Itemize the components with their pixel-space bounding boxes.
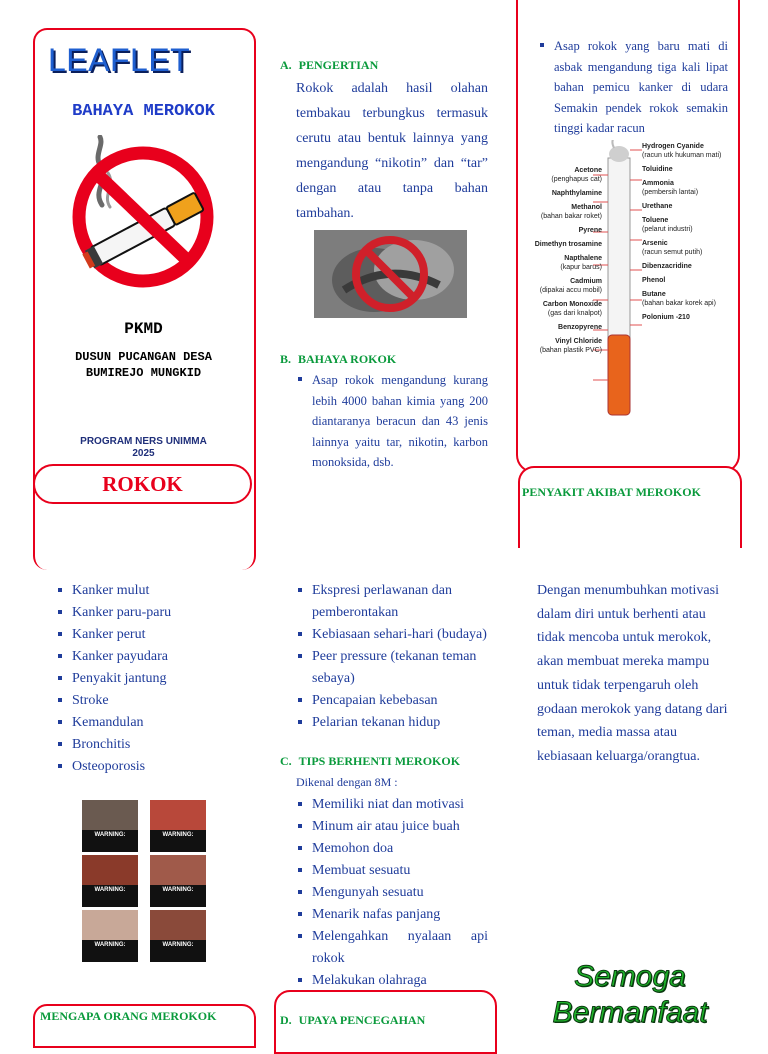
list-item: Kanker mulut <box>56 580 256 602</box>
chemical-item <box>518 189 602 198</box>
list-item: Osteoporosis <box>56 756 256 778</box>
mengapa-heading: MENGAPA ORANG MEROKOK <box>40 1009 217 1023</box>
chemical-note: (pelarut industri) <box>642 226 693 233</box>
chemical-item <box>518 337 602 355</box>
penyakit-header-box <box>518 466 742 548</box>
chemical-item <box>518 277 602 295</box>
asap-list <box>538 36 728 139</box>
chemical-note: (dipakai accu mobil) <box>539 287 602 294</box>
no-smoking-photo <box>314 230 467 318</box>
tips-letter: C. <box>280 754 292 768</box>
no-smoking-sign <box>70 135 216 290</box>
list-item: Menarik nafas panjang <box>296 904 488 926</box>
chemical-name: Carbon Monoxide <box>542 301 602 308</box>
warning-label: WARNING: <box>82 940 138 962</box>
list-item: Memiliki niat dan motivasi <box>296 794 488 816</box>
bahaya-letter: B. <box>280 352 292 366</box>
chemical-name: Toluene <box>642 217 669 224</box>
chemical-note: (racun semut putih) <box>642 249 703 256</box>
chemical-name: Butane <box>642 291 666 298</box>
chemical-note: (penghapus cat) <box>551 176 602 183</box>
upaya-letter: D. <box>280 1013 292 1027</box>
motivasi-text: Dengan menumbuhkan motivasi dalam diri untuk berhenti atau tidak mencoba untuk merokok, akan membuat mereka mampu untuk tidak terpengaruh oleh godaan merokok yang datang dari teman, media massa atau kebiasaan keluarga/orangtua. <box>537 583 728 764</box>
chemical-item <box>518 323 602 332</box>
list-item: Ekspresi perlawanan dan pemberontakan <box>296 580 488 624</box>
bahaya-heading <box>280 352 396 367</box>
chemical-name: Phenol <box>642 277 666 284</box>
closing-line-1: Semoga <box>574 960 686 993</box>
list-item: Kanker payudara <box>56 646 256 668</box>
tips-intro: Dikenal dengan 8M : <box>296 775 398 789</box>
chemical-item <box>642 179 734 197</box>
chemical-item <box>518 240 602 249</box>
chemical-item <box>642 239 734 257</box>
pengertian-text: Rokok adalah hasil olahan tembakau terbungkus termasuk cerutu atau bentuk lainnya yang mengandung “nikotin” dan “tar” dengan atau tanpa bahan tambahan. <box>296 81 488 221</box>
program-name: PROGRAM NERS UNIMMA <box>80 436 207 447</box>
cover-subtitle: BAHAYA MEROKOK <box>72 102 215 121</box>
warning-image <box>82 910 138 962</box>
chemical-item <box>518 226 602 235</box>
tips-title: TIPS BERHENTI MEROKOK <box>298 754 461 768</box>
warning-label: WARNING: <box>82 830 138 852</box>
chemical-name: Toluidine <box>642 166 673 173</box>
warning-label: WARNING: <box>150 940 206 962</box>
chemical-item <box>642 313 734 322</box>
list-item: Bronchitis <box>56 734 256 756</box>
chem-right-list <box>642 142 734 327</box>
pengertian-letter: A. <box>280 58 292 72</box>
chemical-name: Dibenzacridine <box>642 263 692 270</box>
chemical-item <box>642 276 734 285</box>
rokok-button-label: ROKOK <box>102 472 183 496</box>
mengapa-list <box>296 580 488 734</box>
warning-image <box>150 910 206 962</box>
chemical-item <box>518 254 602 272</box>
list-item: Mengunyah sesuatu <box>296 882 488 904</box>
org-name: PKMD <box>124 320 163 338</box>
chemical-name: Cadmium <box>570 278 602 285</box>
list-item: Pelarian tekanan hidup <box>296 712 488 734</box>
bahaya-title: BAHAYA ROKOK <box>298 352 397 366</box>
upaya-title: UPAYA PENCEGAHAN <box>298 1013 426 1027</box>
chemical-item <box>642 216 734 234</box>
warning-label: WARNING: <box>82 885 138 907</box>
tips-heading <box>280 754 460 769</box>
list-item: Peer pressure (tekanan teman sebaya) <box>296 646 488 690</box>
chemical-name: Napthalene <box>564 255 602 262</box>
upaya-heading <box>280 1013 425 1028</box>
location-line-1: DUSUN PUCANGAN DESA <box>75 350 212 364</box>
chemical-name: Arsenic <box>642 240 668 247</box>
chemical-name: Dimethyn trosamine <box>534 241 602 248</box>
program-year: 2025 <box>132 448 155 459</box>
bahaya-list <box>296 370 488 473</box>
chemical-note: (bahan plastik PVC) <box>539 347 602 354</box>
list-item: Kanker paru-paru <box>56 602 256 624</box>
pengertian-title: PENGERTIAN <box>298 58 379 72</box>
list-item: Minum air atau juice buah <box>296 816 488 838</box>
chemical-note: (kapur barus) <box>560 264 602 271</box>
chemical-item <box>518 300 602 318</box>
chemical-note: (bahan bakar roket) <box>540 213 602 220</box>
chemical-name: Polonium -210 <box>642 314 690 321</box>
cigarette-chemicals-diagram <box>518 140 733 420</box>
list-item: Kemandulan <box>56 712 256 734</box>
chemical-name: Benzopyrene <box>558 324 602 331</box>
warning-images-grid <box>82 800 208 962</box>
chemical-item <box>642 165 734 174</box>
chemical-name: Methanol <box>571 204 602 211</box>
list-item: Pencapaian kebebasan <box>296 690 488 712</box>
chemical-note: (bahan bakar korek api) <box>642 300 716 307</box>
penyakit-list <box>56 580 256 778</box>
pengertian-heading <box>280 58 378 73</box>
list-item: Melakukan olahraga <box>296 970 488 992</box>
leaflet-title: LEAFLET <box>48 42 191 78</box>
tips-list <box>296 794 488 992</box>
chemical-note: (pembersih lantai) <box>642 189 699 196</box>
chemical-name: Hydrogen Cyanide <box>642 143 704 150</box>
warning-label: WARNING: <box>150 885 206 907</box>
chemical-item <box>642 262 734 271</box>
chemical-name: Acetone <box>574 167 602 174</box>
penyakit-heading: PENYAKIT AKIBAT MEROKOK <box>522 485 701 499</box>
chemical-item <box>642 290 734 308</box>
chemical-item <box>642 202 734 211</box>
list-item: Asap rokok yang baru mati di asbak mengandung tiga kali lipat bahan pemicu kanker di udara Semakin pendek rokok semakin tinggi kadar racun <box>538 36 728 139</box>
chemical-note: (gas dari knalpot) <box>547 310 602 317</box>
chemical-item <box>518 203 602 221</box>
warning-image <box>150 855 206 907</box>
list-item: Stroke <box>56 690 256 712</box>
list-item: Memohon doa <box>296 838 488 860</box>
chemical-note: (racun utk hukuman mati) <box>642 152 722 159</box>
chemical-item <box>518 166 602 184</box>
chemical-name: Vinyl Chloride <box>555 338 602 345</box>
list-item: Penyakit jantung <box>56 668 256 690</box>
chemical-name: Ammonia <box>642 180 674 187</box>
chemical-name: Urethane <box>642 203 673 210</box>
chem-left-list <box>518 166 602 360</box>
warning-image <box>150 800 206 852</box>
list-item: Melengahkan nyalaan api rokok <box>296 926 488 970</box>
location-line-2: BUMIREJO MUNGKID <box>85 366 202 380</box>
list-item: Kanker perut <box>56 624 256 646</box>
warning-image <box>82 800 138 852</box>
closing-line-2: Bermanfaat <box>552 996 708 1029</box>
warning-image <box>82 855 138 907</box>
warning-label: WARNING: <box>150 830 206 852</box>
list-item: Membuat sesuatu <box>296 860 488 882</box>
chemical-name: Pyrene <box>578 227 602 234</box>
list-item: Kebiasaan sehari-hari (budaya) <box>296 624 488 646</box>
chemical-name: Naphthylamine <box>551 190 602 197</box>
chemical-item <box>642 142 734 160</box>
list-item: Asap rokok mengandung kurang lebih 4000 bahan kimia yang 200 diantaranya beracun dan 43 jenis lainnya yaitu tar, nikotin, karbon monoksida, dsb. <box>296 370 488 473</box>
